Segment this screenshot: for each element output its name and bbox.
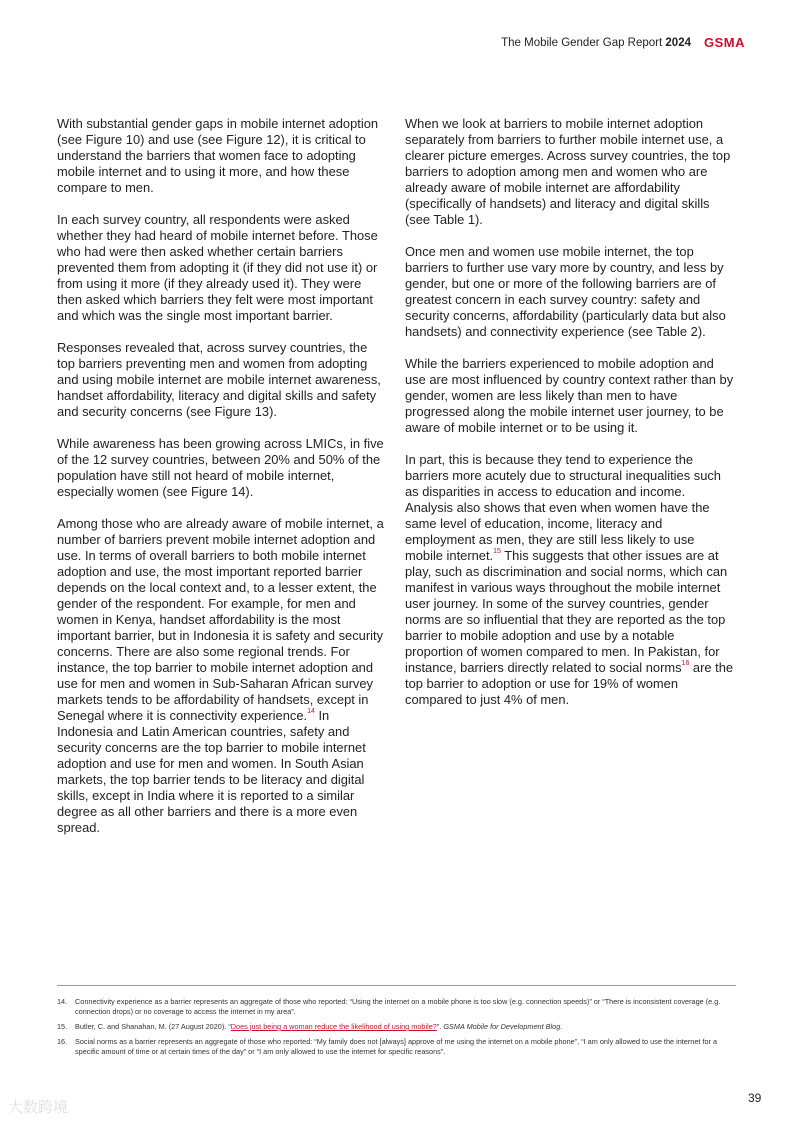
gsma-logo: GSMA [704,35,745,50]
paragraph: With substantial gender gaps in mobile internet adoption (see Figure 10) and use (see Figure 12), it is critical to understand the barriers that women face to adopting mobile internet and to using it more, and how these compare to men. [57,116,379,195]
paragraph [405,452,735,708]
footnote-divider [57,985,736,986]
text: This suggests that other issues are at play, such as discrimination and social norms, which can manifest in various ways throughout the mobile internet user journey. In some of the survey countries, gender norms are so influential that they are reported as the top barrier to mobile adoption and use by a notable proportion of women compared to men. In Pakistan, for instance, barriers directly related to social norms [405,548,728,675]
footnote-text: Social norms as a barrier represents an aggregate of those who reported: “My family does not [always] approve of me using the internet on a mobile phone”, “I am only allowed to use the internet for a specific amount of time or at certain times of the day” or “I am only allowed to use the internet for specific reasons”. [75,1037,718,1056]
paragraph: Once men and women use mobile internet, the top barriers to further use vary more by country, and less by gender, but one or more of the following barriers are of greatest concern in each survey country: safety and security concerns, affordability (particularly data but also handsets) and connectivity experience (see Table 2). [405,244,726,339]
paragraph [57,516,387,836]
footnote-text: Connectivity experience as a barrier represents an aggregate of those who reported: “Using the internet on a mobile phone is too slow (e.g. connection speeds)” or “There is inconsistent coverage (e.g. connection drops) or no coverage to access the internet in my area”. [75,997,721,1016]
footnote-ref[interactable]: 16 [681,660,690,667]
footnote-number: 15. [57,1022,68,1031]
paragraph: While awareness has been growing across LMICs, in five of the 12 survey countries, between 20% and 50% of the population have still not heard of mobile internet, especially women (see Figure 14). [57,436,384,499]
paragraph: Responses revealed that, across survey countries, the top barriers preventing men and women from adopting and using mobile internet are mobile internet awareness, handset affordability, literacy and digital skills and safety and security concerns (see Figure 13). [57,340,381,419]
paragraph: In each survey country, all respondents were asked whether they had heard of mobile internet before. Those who had were then asked whether certain barriers prevented them from adopting it (if they did not use it) or from using it more (if they already used it). They were then asked which barriers they felt were most important and which was the single most important barrier. [57,212,378,323]
footnote [57,1037,737,1057]
text: In Indonesia and Latin American countries, safety and security concerns are the top barrier to mobile internet adoption and use for men and women. In South Asian markets, the top barrier tends to be literacy and digital skills, except in India where it is reported to a similar degree as all other barriers and there is a more even spread. [57,708,366,835]
footnote-link[interactable]: Does just being a woman reduce the likelihood of using mobile? [230,1022,437,1031]
right-column [405,116,735,724]
footnote-number: 14. [57,997,68,1006]
source-name: GSMA Mobile for Development Blog [443,1022,561,1031]
footnote-number: 16. [57,1037,68,1046]
footnote [57,997,737,1017]
paragraph: When we look at barriers to mobile internet adoption separately from barriers to further mobile internet use, a clearer picture emerges. Across survey countries, the top barriers to adoption among men and women who are already aware of mobile internet are affordability (specifically of handsets) and literacy and digital skills (see Table 1). [405,116,731,227]
report-header [501,37,691,49]
report-year: 2024 [665,37,691,49]
footnote-ref[interactable]: 14 [307,708,315,715]
report-title: The Mobile Gender Gap Report [501,37,663,49]
text: are the top barrier to adoption or use for 19% of women compared to just 4% of men. [405,660,734,707]
left-column [57,116,387,852]
footnote-ref[interactable]: 15 [493,548,501,555]
text: Butler, C. and Shanahan, M. (27 August 2020). “ [75,1022,231,1031]
watermark-logo: 大数跨境 [8,1099,69,1116]
text: . [560,1022,563,1031]
text: Among those who are already aware of mobile internet, a number of barriers prevent mobile internet adoption and use. In terms of overall barriers to both mobile internet adoption and use, the most important reported barrier depends on the local context and, to a lesser extent, the gender of the respondent. For example, for men and women in Kenya, handset affordability is the most important barrier, but in Indonesia it is safety and security concerns. There are also some regional trends. For instance, the top barrier to mobile internet adoption and use for men and women in Sub-Saharan African survey markets tends to be affordability of handsets, except in Senegal where it is connectivity experience. [57,516,384,723]
footnote [57,1022,737,1032]
text: In part, this is because they tend to experience the barriers more acutely due to structural inequalities such as disparities in access to education and income. Analysis also shows that even when women have the same level of education, income, literacy and employment as men, they are still less likely to use mobile internet. [405,452,721,563]
footnote-text [75,1022,737,1032]
text: ”. [436,1022,444,1031]
paragraph: While the barriers experienced to mobile adoption and use are most influenced by country context rather than by gender, women are less likely than men to have progressed along the mobile internet user journey, to be aware of mobile internet or to be using it. [405,356,734,435]
page-number: 39 [748,1091,762,1105]
